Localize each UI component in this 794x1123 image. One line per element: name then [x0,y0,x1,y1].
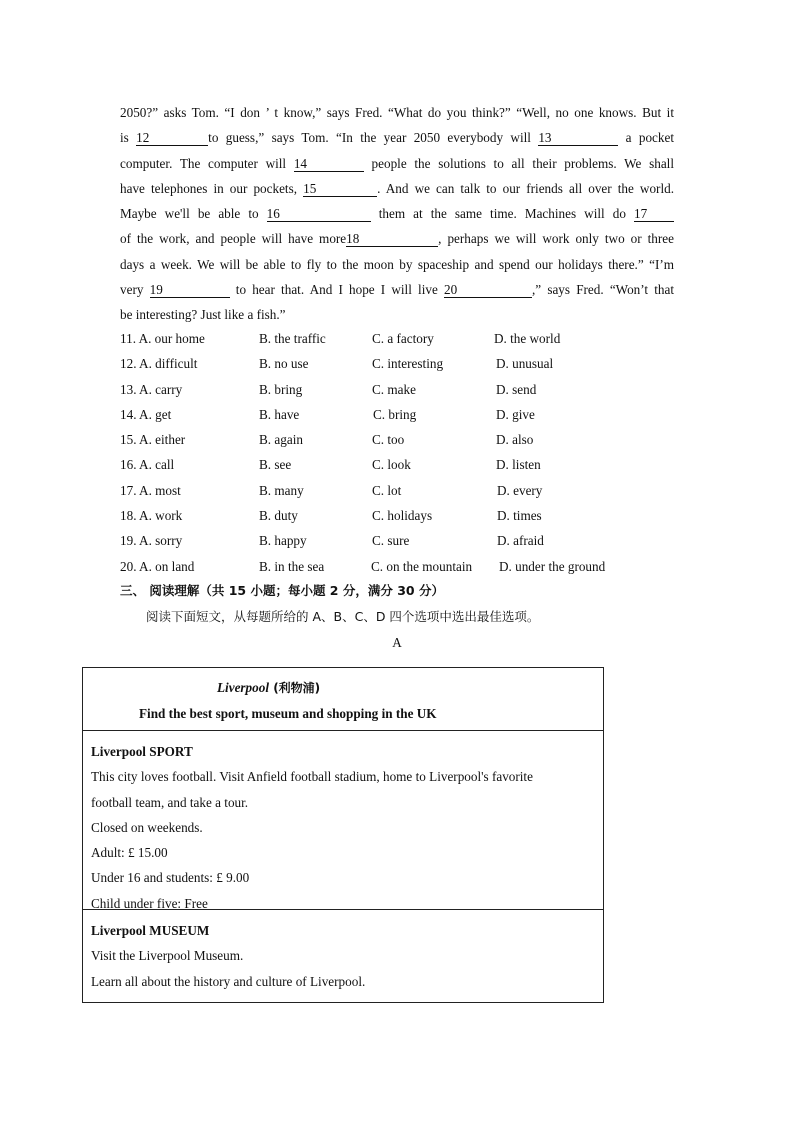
option-a: 18. A. work [120,508,183,524]
option-row [120,503,680,528]
passage-letter: A [392,635,402,650]
blank-16: 16 [267,206,371,222]
option-b: B. the traffic [259,331,326,346]
section-instruction: 阅读下面短文，从每题所给的 A、B、C、D 四个选项中选出最佳选项。 [146,609,540,624]
option-c: C. make [372,381,416,397]
passage-text: them at the same time. Machines will do [378,206,626,222]
box-subtitle: Find the best sport, museum and shopping in the UK [139,706,437,721]
museum-line: Learn all about the history and culture of Liverpool. [91,973,366,989]
option-c: C. holidays [372,508,433,524]
passage-line [120,125,674,150]
option-c: C. on the mountain [371,558,473,574]
option-row [120,427,680,452]
option-row [120,554,680,579]
option-b: B. see [259,457,292,473]
option-d: D. listen [496,457,541,473]
blank-18: 18 [346,231,438,247]
passage-line [120,176,674,201]
option-b: B. bring [259,381,303,397]
box-title-en: Liverpool [217,680,270,695]
option-row [120,326,680,351]
price-adult: Adult: £ 15.00 [91,845,168,861]
blank-15: 15 [303,181,377,197]
price-student: Under 16 and students: £ 9.00 [91,870,250,886]
option-d: D. also [496,432,534,448]
option-d: D. under the ground [499,558,606,574]
passage-line [120,151,674,176]
box-title-cn: (利物浦) [269,681,321,695]
passage-text: to guess,” says Tom. “In the year 2050 everybody will [208,130,531,146]
option-a: 17. A. most [120,482,181,498]
option-c: C. sure [372,533,410,549]
option-b: B. no use [259,356,309,372]
option-b: B. in the sea [259,558,325,574]
passage-text: to hear that. And I hope I will live [235,282,438,298]
passage-text: . And we can talk to our friends all over the world. [377,180,674,196]
option-d: D. afraid [497,533,544,549]
blank-12: 12 [136,130,208,146]
sport-heading: Liverpool SPORT [91,744,193,759]
option-d: D. times [497,508,542,524]
option-b: B. happy [259,533,307,549]
passage-text: people the solutions to all their problems. We shall [371,155,675,171]
option-d: D. the world [494,331,561,346]
option-row [120,351,680,376]
option-row [120,402,680,427]
passage-text: a pocket [625,130,675,146]
option-c: C. bring [373,406,417,422]
passage-text: , perhaps we will work only two or three [438,231,675,247]
option-d: D. send [496,381,537,397]
passage-text: computer. The computer will [120,155,287,171]
option-a: 12. A. difficult [120,356,198,372]
option-c: C. look [372,457,411,473]
passage-text: Maybe we'll be able to [120,206,259,222]
option-a: 16. A. call [120,457,175,473]
option-b: B. again [259,432,303,448]
price-child: Child under five: Free [91,895,208,911]
option-row [120,478,680,503]
sport-line: football team, and take a tour. [91,794,249,810]
option-c: C. lot [372,482,402,498]
blank-20: 20 [444,282,532,298]
box-header [83,668,603,731]
blank-17: 17 [634,206,674,222]
passage-line: days a week. We will be able to fly to the moon by spaceship and spend our holidays there.” “I’m [120,256,674,272]
sport-line: This city loves football. Visit Anfield football stadium, home to Liverpool's favorite [91,769,533,785]
sport-line: Closed on weekends. [91,819,203,835]
passage-line [120,277,674,302]
museum-heading: Liverpool MUSEUM [91,923,210,938]
option-a: 14. A. get [120,406,172,422]
option-d: D. unusual [496,356,554,372]
passage-line [120,201,674,226]
passage-text: have telephones in our pockets, [120,180,298,196]
blank-13: 13 [538,130,618,146]
option-a: 11. A. our home [120,331,205,346]
passage-text: of the work, and people will have more [120,231,347,247]
option-b: B. have [259,406,300,422]
option-a: 20. A. on land [120,558,195,574]
museum-line: Visit the Liverpool Museum. [91,948,244,964]
option-a: 15. A. either [120,432,186,448]
cloze-passage [120,100,674,328]
passage-line: be interesting? Just like a fish.” [120,307,286,323]
option-b: B. duty [259,508,298,524]
blank-19: 19 [150,282,230,298]
passage-text: very [120,282,144,298]
liverpool-info-box [82,667,604,1003]
option-row [120,528,680,553]
box-title [217,677,320,699]
passage-text: ,” says Fred. “Won’t that [532,282,675,298]
option-b: B. many [259,482,304,498]
museum-section [83,910,603,994]
option-c: C. too [372,432,405,448]
option-a: 19. A. sorry [120,533,183,549]
option-c: C. a factory [372,331,434,346]
option-c: C. interesting [372,356,444,372]
option-d: D. give [496,406,535,422]
passage-line: 2050?” asks Tom. “I don ’ t know,” says Fred. “What do you think?” “Well, no one knows. But it [120,105,674,120]
answer-options [120,326,680,579]
option-row [120,452,680,477]
passage-line [120,226,674,251]
blank-14: 14 [294,156,364,172]
sport-section [83,731,603,910]
section-heading: 三、 阅读理解（共 15 小题；每小题 2 分，满分 30 分） [120,583,444,598]
option-d: D. every [497,482,543,498]
passage-text: is [120,130,129,146]
option-a: 13. A. carry [120,381,183,397]
option-row [120,377,680,402]
